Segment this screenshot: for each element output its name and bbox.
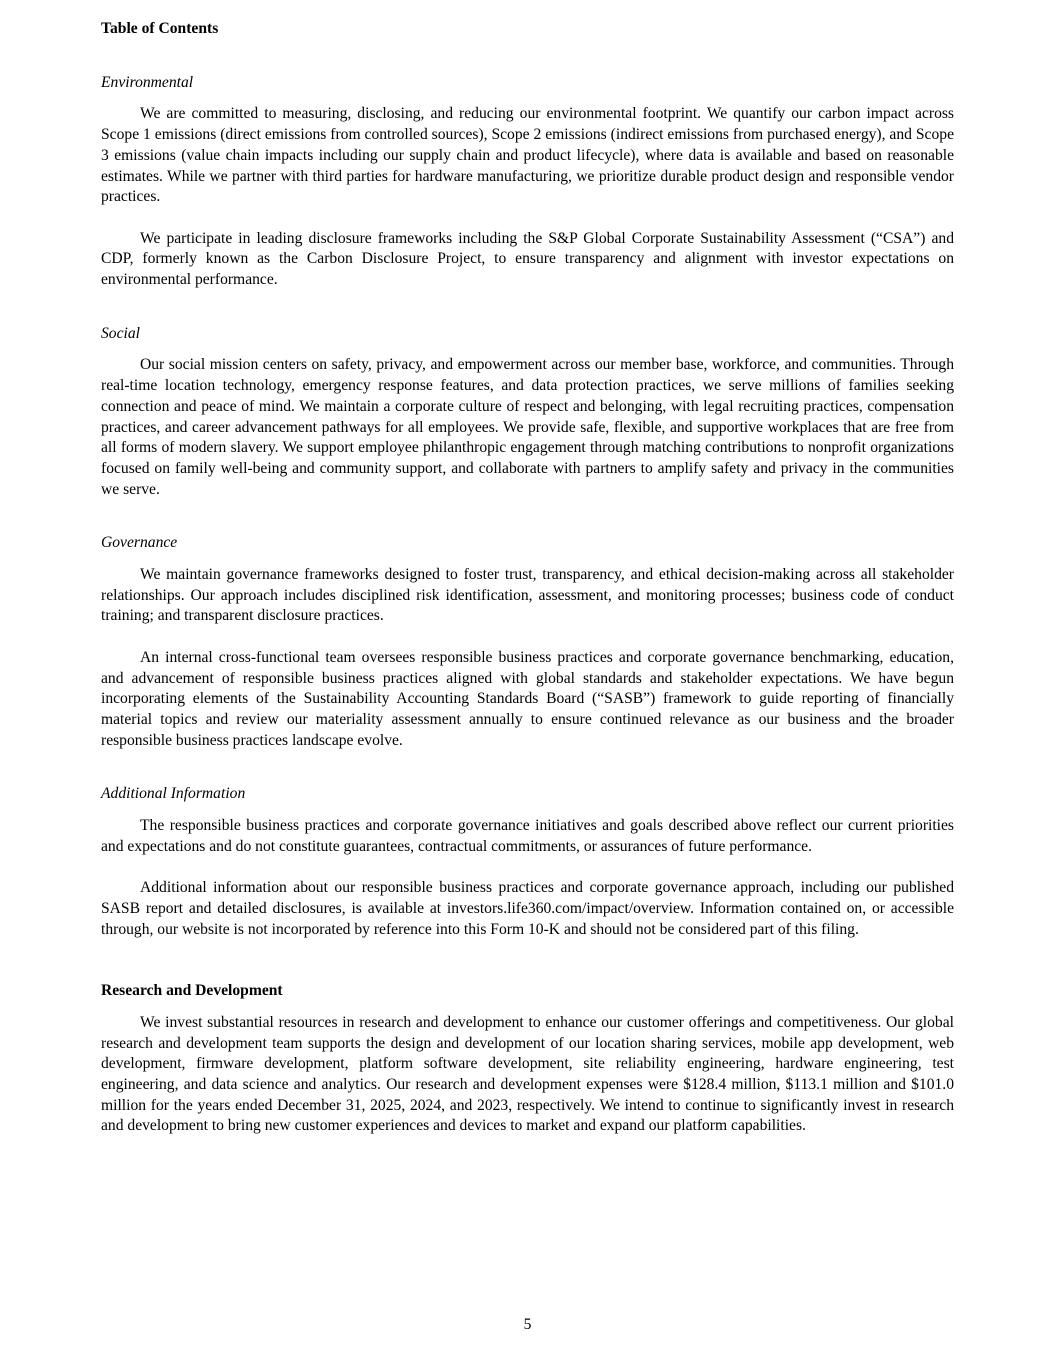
- governance-paragraph-1: We maintain governance frameworks designed to foster trust, transparency, and ethical decision-making across all stakeholder relationships. Our approach includes disciplined risk identification, assessment, and monitoring processes; business code of conduct training; and transparent disclosure practices.: [101, 566, 954, 625]
- environmental-paragraph-2: We participate in leading disclosure frameworks including the S&P Global Corporate Sustainability Assessment (“CSA”) and CDP, formerly known as the Carbon Disclosure Project, to ensure transparency and alignment with investor expectations on environmental performance.: [101, 229, 954, 289]
- page-number: 5: [523, 1316, 532, 1333]
- social-heading: Social: [101, 324, 140, 342]
- environmental-heading: Environmental: [101, 73, 194, 91]
- environmental-paragraph-1: We are committed to measuring, disclosing, and reducing our environmental footprint. We quantify our carbon impact across Scope 1 emissions (direct emissions from controlled sources), Scope 2 emissions (indirect emissions from purchased energy), and Scope 3 emissions (value chain impacts including our supply chain and product lifecycle), where data is available and based on reasonable estimates. While we partner with third parties for hardware manufacturing, we prioritize durable product design and responsible vendor practices.: [101, 105, 954, 206]
- governance-heading: Governance: [101, 534, 178, 552]
- research-paragraph-1: We invest substantial resources in research and development to enhance our customer offerings and competitiveness. Our global research and development team supports the design and development of our location sharing services, mobile app development, web development, firmware development, platform software development, site reliability engineering, hardware engineering, test engineering, and data science and analytics. Our research and development expenses were $128.4 million, $113.1 million and $101.0 million for the years ended December 31, 2025, 2024, and 2023, respectively. We intend to continue to significantly invest in research and development to bring new customer experiences and devices to market and expand our platform capabilities.: [101, 1013, 954, 1135]
- additional-paragraph-1: The responsible business practices and corporate governance initiatives and goals described above reflect our current priorities and expectations and do not constitute guarantees, contractual commitments, or assurances of future performance.: [101, 817, 954, 855]
- additional-paragraph-2: Additional information about our responsible business practices and corporate governance approach, including our published SASB report and detailed disclosures, is available at investors.life360.com/impact/overview. Information contained on, or accessible through, our website is not incorporated by reference into this Form 10-K and should not be considered part of this filing.: [101, 879, 954, 938]
- social-paragraph-1: Our social mission centers on safety, privacy, and empowerment across our member base, workforce, and communities. Through real-time location technology, emergency response features, and data protection practices, we serve millions of families seeking connection and peace of mind. We maintain a corporate culture of respect and belonging, with legal recruiting practices, compensation practices, and career advancement pathways for all employees. We provide safe, flexible, and supportive workplaces that are free from all forms of modern slavery. We support employee philanthropic engagement through matching contributions to nonprofit organizations focused on family well-being and community support, and collaborate with partners to amplify safety and privacy in the communities we serve.: [101, 356, 954, 498]
- additional-information-heading: Additional Information: [101, 785, 246, 803]
- research-development-heading: Research and Development: [101, 982, 283, 1000]
- governance-paragraph-2: An internal cross-functional team oversees responsible business practices and corporate governance benchmarking, education, and advancement of responsible business practices aligned with global standards and stakeholder expectations. We have begun incorporating elements of the Sustainability Accounting Standards Board (“SASB”) framework to guide reporting of financially material topics and review our materiality assessment annually to ensure continued relevance as our business and the broader responsible business practices landscape evolve.: [101, 648, 954, 749]
- document-page: [101, 19, 954, 1137]
- table-of-contents-link[interactable]: Table of Contents: [101, 20, 219, 37]
